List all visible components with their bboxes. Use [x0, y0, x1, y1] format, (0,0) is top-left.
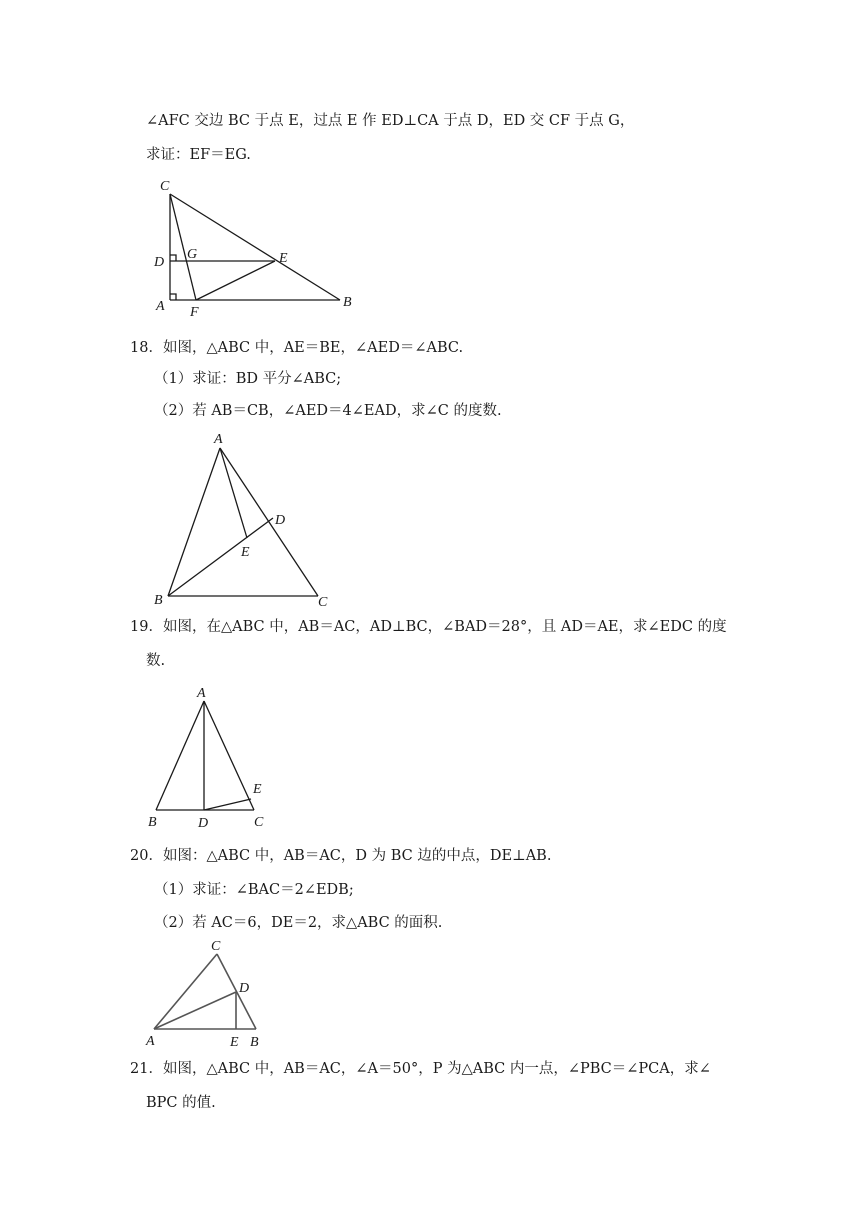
label-C: C: [211, 939, 221, 954]
label-A: A: [156, 299, 165, 314]
label-D: D: [275, 513, 286, 528]
q18-stem: 18．如图，△ABC 中，AE＝BE，∠AED＝∠ABC.: [130, 340, 464, 356]
q20-part1: （1）求证：∠BAC＝2∠EDB;: [154, 882, 354, 898]
label-E: E: [279, 251, 288, 266]
figure-q20: [142, 936, 282, 1050]
label-E: E: [241, 545, 250, 560]
q20-stem: 20．如图：△ABC 中，AB＝AC，D 为 BC 边的中点，DE⊥AB.: [130, 848, 552, 864]
label-C: C: [318, 595, 328, 610]
q21-stem-cont: BPC 的值.: [146, 1095, 216, 1111]
figure-q18: [146, 428, 346, 610]
q19-stem: 19．如图，在△ABC 中，AB＝AC，AD⊥BC，∠BAD＝28°，且 AD＝AE，求∠EDC 的度: [130, 619, 727, 635]
label-B: B: [154, 593, 163, 608]
q18-part1: （1）求证：BD 平分∠ABC;: [154, 371, 342, 387]
label-F: F: [190, 305, 199, 320]
label-D: D: [154, 255, 165, 270]
q17-line1: ∠AFC 交边 BC 于点 E，过点 E 作 ED⊥CA 于点 D，ED 交 CF 于点 G，: [146, 113, 635, 129]
label-E: E: [253, 782, 262, 797]
label-G: G: [187, 247, 198, 262]
figure-q19: [140, 683, 280, 831]
label-B: B: [148, 815, 157, 830]
label-A: A: [214, 432, 223, 447]
q18-part2: （2）若 AB＝CB，∠AED＝4∠EAD，求∠C 的度数.: [154, 403, 502, 419]
label-E: E: [230, 1035, 239, 1050]
figure-q17: [140, 174, 370, 322]
q17-line2: 求证：EF＝EG.: [146, 147, 251, 163]
q21-stem: 21．如图，△ABC 中，AB＝AC，∠A＝50°，P 为△ABC 内一点，∠PBC＝∠PCA，求∠: [130, 1061, 711, 1077]
label-D: D: [198, 816, 209, 831]
label-C: C: [160, 179, 170, 194]
label-B: B: [343, 295, 352, 310]
label-D: D: [239, 981, 250, 996]
label-C: C: [254, 815, 264, 830]
label-A: A: [197, 686, 206, 701]
q20-part2: （2）若 AC＝6，DE＝2，求△ABC 的面积.: [154, 915, 443, 931]
label-B: B: [250, 1035, 259, 1050]
q19-stem-cont: 数.: [146, 653, 166, 669]
label-A: A: [146, 1034, 155, 1049]
